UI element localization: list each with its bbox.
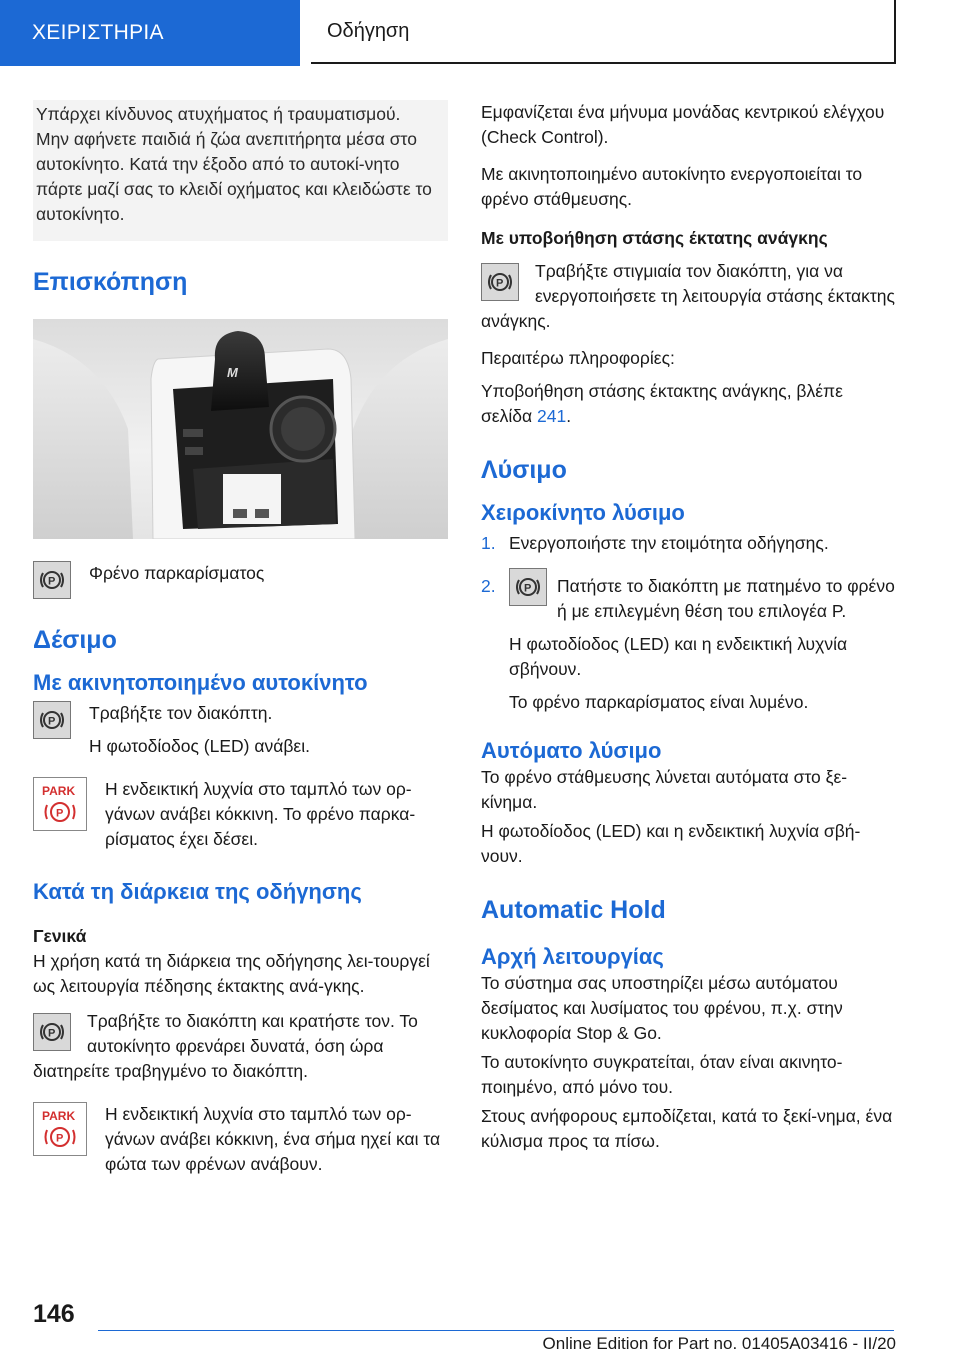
- svg-text:PARK: PARK: [42, 1109, 76, 1123]
- hold-text: Τραβήξτε το διακόπτη και κρατήστε τον. Το αυτοκίνητο φρενάρει δυνατά, όση ώρα διατηρείτε τραβηγμένο το διακόπτη.: [33, 1011, 418, 1081]
- parking-brake-icon: [481, 263, 519, 301]
- stationary-row: [33, 701, 448, 759]
- park-warning-icon: [33, 777, 87, 831]
- release-steps: [481, 531, 896, 715]
- park-indicator-text-2: Η ενδεικτική λυχνία στο ταμπλό των ορ-γάνων ανάβει κόκκινη, ένα σήμα ηχεί και τα φώτα των φρένων ανάβουν.: [105, 1104, 441, 1174]
- svg-text:P: P: [524, 582, 532, 595]
- more-info-label: Περαιτέρω πληροφορίες:: [481, 348, 675, 368]
- m-logo: M: [227, 365, 238, 380]
- principle-text-2: Το αυτοκίνητο συγκρατείται, όταν είναι ακινητο-ποιημένο, από μόνο του.: [481, 1052, 843, 1097]
- apply-heading: Δέσιμο: [33, 626, 117, 654]
- console-illustration: [33, 319, 448, 539]
- header-section-tab[interactable]: [0, 0, 300, 66]
- step-result-1: Η φωτοδίοδος (LED) και η ενδεικτική λυχνία σβήνουν.: [509, 634, 848, 679]
- stationary-line-1: Τραβήξτε τον διακόπτη.: [89, 703, 273, 723]
- hold-paragraph: [33, 1009, 448, 1084]
- overview-heading: Επισκόπηση: [33, 268, 188, 296]
- principle-heading: Αρχή λειτουργίας: [481, 944, 664, 969]
- check-control-text: Εμφανίζεται ένα μήνυμα μονάδας κεντρικού ελέγχου (Check Control).: [481, 102, 885, 147]
- stationary-heading: Με ακινητοποιημένο αυτοκίνητο: [33, 670, 368, 695]
- parking-brake-icon: [33, 1013, 71, 1051]
- general-heading: Γενικά: [33, 926, 87, 946]
- warning-box: [33, 100, 448, 241]
- parking-brake-photo: [33, 319, 448, 539]
- principle-text-3: Στους ανήφορους εμποδίζεται, κατά το ξεκί-νημα, ένα κύλισμα προς τα πίσω.: [481, 1106, 893, 1151]
- park-indicator-text-1: Η ενδεικτική λυχνία στο ταμπλό των ορ-γάνων ανάβει κόκκινη. Το φρένο παρκα-ρίσματος έχει δέσει.: [105, 779, 416, 849]
- step-text: Πατήστε το διακόπτη με πατημένο το φρένο ή με επιλεγμένη θέση του επιλογέα P.: [557, 576, 895, 621]
- header-chapter-tab[interactable]: [311, 0, 896, 64]
- general-text: Η χρήση κατά τη διάρκεια της οδήγησης λει-τουργεί ως λειτουργία πέδησης έκτακτης ανά-γκης.: [33, 951, 430, 996]
- manual-release-heading: Χειροκίνητο λύσιμο: [481, 500, 685, 525]
- driving-heading: Κατά τη διάρκεια της οδήγησης: [33, 879, 362, 904]
- release-heading: Λύσιμο: [481, 456, 567, 484]
- auto-release-heading: Αυτόματο λύσιμο: [481, 738, 662, 763]
- list-item: [481, 574, 896, 715]
- warning-text: Υπάρχει κίνδυνος ατυχήματος ή τραυματισμού. Μην αφήνετε παιδιά ή ζώα ανεπιτήρητα μέσα στο αυτοκίνητο. Κατά την έξοδο από το αυτοκί-νητο πάρτε μαζί σας το κλειδί οχήματος και κλειδώστε το αυτοκίνητο.: [36, 104, 432, 224]
- assist-text: Τραβήξτε στιγμιαία τον διακόπτη, για να ενεργοποιήσετε τη λειτουργία στάσης έκτακτης ανάγκης.: [481, 261, 895, 331]
- parking-brake-icon: [33, 561, 71, 599]
- left-column: [33, 100, 448, 1177]
- step-text: Ενεργοποιήστε την ετοιμότητα οδήγησης.: [509, 533, 829, 553]
- step-number: 2.: [481, 576, 496, 596]
- footer-edition: Online Edition for Part no. 01405A03416 - II/20: [542, 1334, 896, 1353]
- stationary-line-2: Η φωτοδίοδος (LED) ανάβει.: [89, 736, 310, 756]
- assist-heading: Με υποβοήθηση στάσης έκτατης ανάγκης: [481, 228, 828, 248]
- header-chapter-label: Οδήγηση: [327, 19, 410, 42]
- principle-text-1: Το σύστημα σας υποστηρίζει μέσω αυτόματου δεσίματος και λυσίματος του φρένου, π.χ. στην κυκλοφορία Stop & Go.: [481, 973, 843, 1043]
- park-indicator-row-2: [33, 1102, 448, 1177]
- auto-release-text-1: Το φρένο στάθμευσης λύνεται αυτόματα στο ξε-κίνημα.: [481, 767, 848, 812]
- svg-text:P: P: [496, 277, 504, 290]
- photo-caption: Φρένο παρκαρίσματος: [89, 563, 265, 583]
- step-number: 1.: [481, 533, 496, 553]
- auto-release-text-2: Η φωτοδίοδος (LED) και η ενδεικτική λυχνία σβή-νουν.: [481, 821, 861, 866]
- park-indicator-row-1: [33, 777, 448, 852]
- reference-text: Υποβοήθηση στάσης έκτακτης ανάγκης, βλέπε σελίδα 241.: [481, 381, 843, 426]
- page-reference-link[interactable]: 241: [536, 406, 567, 426]
- svg-text:P: P: [48, 575, 56, 588]
- header-section-label: ΧΕΙΡΙΣΤΗΡΙΑ: [32, 21, 164, 44]
- svg-text:PARK: PARK: [42, 784, 76, 798]
- right-column: [481, 100, 896, 1154]
- list-item: [481, 531, 896, 556]
- footer-divider: [98, 1330, 894, 1331]
- automatic-hold-heading: Automatic Hold: [481, 896, 666, 924]
- svg-text:P: P: [56, 807, 64, 820]
- svg-text:P: P: [48, 715, 56, 728]
- svg-text:P: P: [48, 1027, 56, 1040]
- page-number: 146: [33, 1300, 75, 1328]
- caption-row: [33, 561, 448, 599]
- reference-label: Υποβοήθηση στάσης έκτακτης ανάγκης, βλέπε σελίδα: [481, 381, 843, 426]
- parking-brake-icon: [33, 701, 71, 739]
- assist-paragraph: [481, 259, 896, 334]
- parking-brake-icon: [509, 568, 547, 606]
- step-result-2: Το φρένο παρκαρίσματος είναι λυμένο.: [509, 692, 809, 712]
- stationary-note: Με ακινητοποιημένο αυτοκίνητο ενεργοποιείται το φρένο στάθμευσης.: [481, 164, 863, 209]
- park-warning-icon: [33, 1102, 87, 1156]
- svg-text:P: P: [56, 1132, 64, 1145]
